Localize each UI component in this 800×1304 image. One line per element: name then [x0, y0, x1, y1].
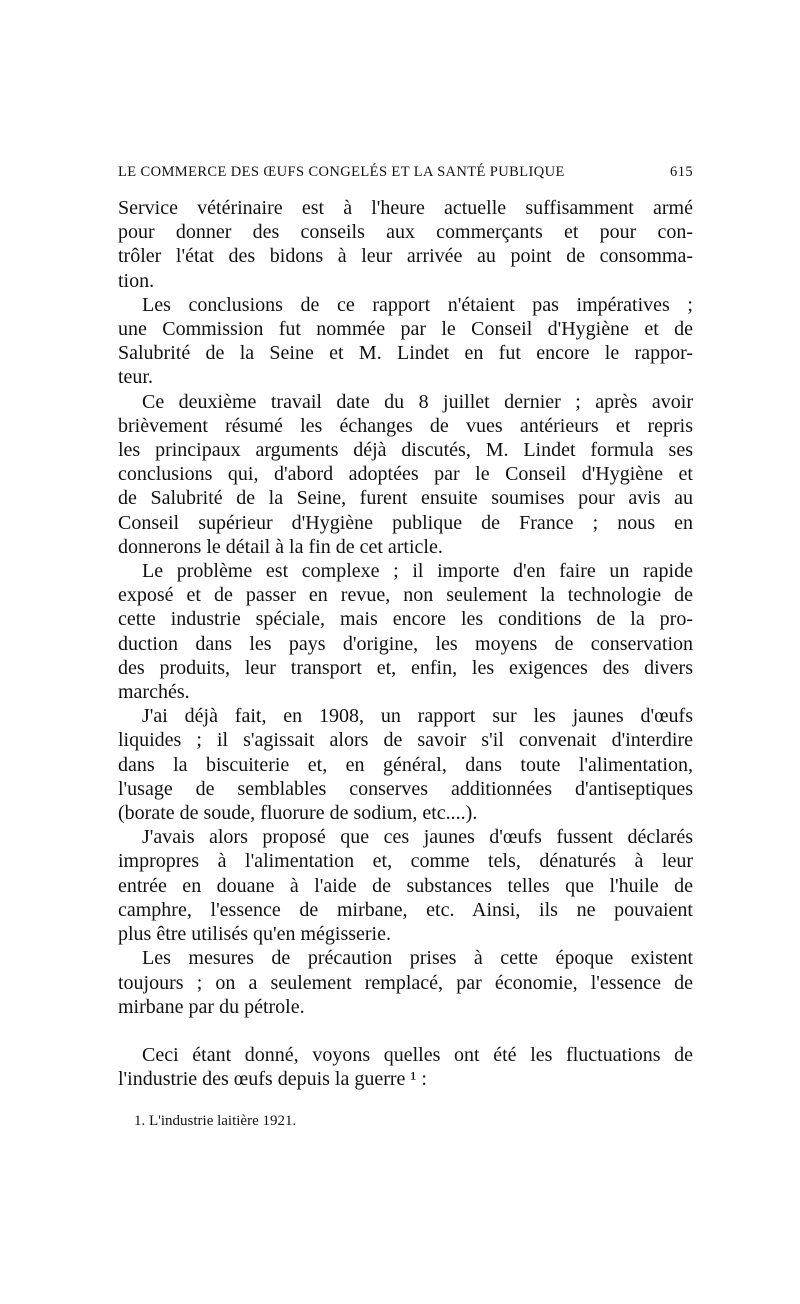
text-line: Ceci étant donné, voyons quelles ont été les fluctuations de: [142, 1043, 693, 1066]
text-line: Le problème est complexe ; il importe d'en faire un rapide: [142, 560, 693, 583]
page-number: 615: [670, 164, 693, 180]
text-line: cette industrie spéciale, mais encore les conditions de la pro-: [118, 608, 693, 631]
paragraph: [118, 1043, 693, 1091]
text-line: toujours ; on a seulement remplacé, par économie, l'essence de: [118, 971, 693, 994]
text-line: impropres à l'alimentation et, comme tels, dénaturés à leur: [118, 850, 693, 873]
paragraph-gap: [118, 1019, 693, 1043]
text-line: marchés.: [118, 681, 190, 704]
body-text: [118, 196, 693, 1091]
footnote: 1. L'industrie laitière 1921.: [134, 1113, 297, 1130]
document-page: [118, 160, 693, 1131]
text-line: les principaux arguments déjà discutés, M. Lindet formula ses: [118, 439, 693, 462]
text-line: trôler l'état des bidons à leur arrivée au point de consomma-: [118, 245, 693, 268]
paragraph: [118, 825, 693, 946]
text-line: Ce deuxième travail date du 8 juillet dernier ; après avoir: [142, 390, 693, 413]
text-line: camphre, l'essence de mirbane, etc. Ainsi, ils ne pouvaient: [118, 898, 693, 921]
text-line: donnerons le détail à la fin de cet article.: [118, 535, 443, 558]
text-line: plus être utilisés qu'en mégisserie.: [118, 923, 391, 946]
text-line: dans la biscuiterie et, en général, dans toute l'alimentation,: [118, 753, 693, 776]
text-line: exposé et de passer en revue, non seulement la technologie de: [118, 584, 693, 607]
text-line: (borate de soude, fluorure de sodium, etc....).: [118, 802, 478, 825]
running-header: [118, 160, 693, 184]
text-line: brièvement résumé les échanges de vues antérieurs et repris: [118, 414, 693, 437]
paragraph: [118, 946, 693, 1019]
text-line: des produits, leur transport et, enfin, les exigences des divers: [118, 656, 693, 679]
paragraph: [118, 704, 693, 825]
text-line: l'industrie des œufs depuis la guerre ¹ :: [118, 1068, 427, 1091]
paragraph: [118, 196, 693, 293]
paragraph: [118, 293, 693, 390]
text-line: une Commission fut nommée par le Conseil d'Hygiène et de: [118, 318, 693, 341]
text-line: Conseil supérieur d'Hygiène publique de France ; nous en: [118, 511, 693, 534]
text-line: mirbane par du pétrole.: [118, 995, 305, 1018]
text-line: J'ai déjà fait, en 1908, un rapport sur les jaunes d'œufs: [142, 705, 693, 728]
text-line: entrée en douane à l'aide de substances telles que l'huile de: [118, 874, 693, 897]
running-title: LE COMMERCE DES ŒUFS CONGELÉS ET LA SANTÉ PUBLIQUE: [118, 164, 565, 180]
text-line: duction dans les pays d'origine, les moyens de conservation: [118, 632, 693, 655]
text-line: teur.: [118, 366, 153, 389]
text-line: liquides ; il s'agissait alors de savoir s'il convenait d'interdire: [118, 729, 693, 752]
text-line: Les conclusions de ce rapport n'étaient pas impératives ;: [142, 293, 693, 316]
text-line: conclusions qui, d'abord adoptées par le Conseil d'Hygiène et: [118, 463, 693, 486]
paragraph: [118, 390, 693, 559]
text-line: J'avais alors proposé que ces jaunes d'œufs fussent déclarés: [142, 826, 693, 849]
text-line: Service vétérinaire est à l'heure actuelle suffisamment armé: [118, 197, 693, 219]
paragraph: [118, 559, 693, 704]
text-line: l'usage de semblables conserves additionnées d'antiseptiques: [118, 777, 693, 800]
text-line: tion.: [118, 269, 155, 292]
text-line: pour donner des conseils aux commerçants et pour con-: [118, 221, 693, 244]
text-line: de Salubrité de la Seine, furent ensuite soumises pour avis au: [118, 487, 693, 510]
text-line: Salubrité de la Seine et M. Lindet en fut encore le rappor-: [118, 342, 693, 365]
text-line: Les mesures de précaution prises à cette époque existent: [142, 947, 693, 970]
